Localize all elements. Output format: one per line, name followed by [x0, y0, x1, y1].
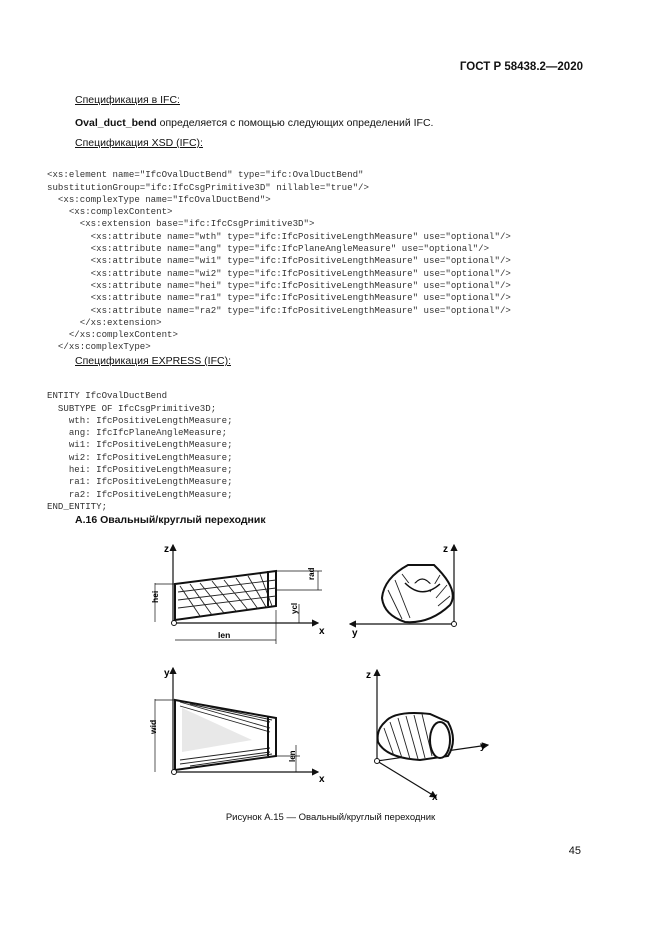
code-line: END_ENTITY;	[47, 500, 108, 512]
code-line: </xs:complexContent>	[47, 329, 178, 341]
code-line: ang: IfcIfcPlaneAngleMeasure;	[47, 427, 228, 439]
page-number: 45	[568, 845, 581, 857]
code-line: <xs:attribute name="ang" type="ifc:IfcPlaneAngleMeasure" use="optional"/>	[47, 243, 490, 255]
axis-label: y	[480, 741, 486, 752]
axis-label: x	[319, 774, 325, 785]
side-view-zx	[150, 544, 325, 644]
code-line: wth: IfcPositiveLengthMeasure;	[47, 414, 233, 426]
code-line: wi1: IfcPositiveLengthMeasure;	[47, 439, 233, 451]
code-line: <xs:element name="IfcOvalDuctBend" type="ifc:OvalDuctBend"	[47, 169, 364, 181]
dim-label: hei	[150, 590, 160, 603]
top-view-yx	[148, 668, 325, 785]
code-line: substitutionGroup="ifc:IfcCsgPrimitive3D" nillable="true"/>	[47, 181, 369, 193]
term-oval-duct-bend: Oval_duct_bend	[75, 117, 157, 129]
code-line: hei: IfcPositiveLengthMeasure;	[47, 464, 233, 476]
code-line: <xs:attribute name="wi1" type="ifc:IfcPositiveLengthMeasure" use="optional"/>	[47, 255, 511, 267]
code-line: <xs:attribute name="hei" type="ifc:IfcPositiveLengthMeasure" use="optional"/>	[47, 279, 511, 291]
code-line: wi2: IfcPositiveLengthMeasure;	[47, 451, 233, 463]
spec-ifc-heading: Спецификация в IFC:	[75, 94, 180, 106]
dim-label: len	[218, 630, 231, 640]
spec-ifc-text: определяется с помощью следующих определений IFC.	[156, 117, 434, 129]
code-line: ra2: IfcPositiveLengthMeasure;	[47, 488, 233, 500]
code-line: <xs:extension base="ifc:IfcCsgPrimitive3D">	[47, 218, 315, 230]
code-line: <xs:attribute name="wi2" type="ifc:IfcPositiveLengthMeasure" use="optional"/>	[47, 267, 511, 279]
code-line: SUBTYPE OF IfcCsgPrimitive3D;	[47, 402, 217, 414]
axis-label: z	[164, 544, 169, 555]
code-line: ENTITY IfcOvalDuctBend	[47, 390, 168, 402]
dim-label: rad	[307, 567, 316, 580]
axis-label: x	[432, 792, 438, 803]
code-line: <xs:complexType name="IfcOvalDuctBend">	[47, 193, 271, 205]
code-line: <xs:attribute name="wth" type="ifc:IfcPositiveLengthMeasure" use="optional"/>	[47, 230, 511, 242]
dim-label: len	[288, 750, 297, 762]
dim-label: wid	[148, 719, 158, 734]
code-line: <xs:attribute name="ra2" type="ifc:IfcPositiveLengthMeasure" use="optional"/>	[47, 304, 511, 316]
express-heading: Спецификация EXPRESS (IFC):	[75, 355, 231, 367]
axis-label: z	[366, 670, 371, 681]
code-line: </xs:extension>	[47, 316, 162, 328]
axis-label: y	[352, 628, 358, 639]
axis-label: y	[164, 668, 170, 679]
code-line: <xs:attribute name="ra1" type="ifc:IfcPositiveLengthMeasure" use="optional"/>	[47, 292, 511, 304]
section-title: А.16 Овальный/круглый переходник	[75, 514, 266, 526]
dim-label: ycl	[290, 602, 299, 614]
front-view-zy	[350, 544, 457, 639]
figure-caption: Рисунок А.15 — Овальный/круглый переходник	[225, 812, 436, 823]
axis-label: x	[319, 626, 325, 637]
code-line: </xs:complexType>	[47, 341, 151, 353]
code-line: ra1: IfcPositiveLengthMeasure;	[47, 476, 233, 488]
axis-label: z	[443, 544, 448, 555]
code-line: <xs:complexContent>	[47, 206, 173, 218]
isometric-view	[366, 670, 488, 803]
xsd-heading: Спецификация XSD (IFC):	[75, 137, 203, 149]
standard-number: ГОСТ Р 58438.2—2020	[459, 61, 583, 73]
